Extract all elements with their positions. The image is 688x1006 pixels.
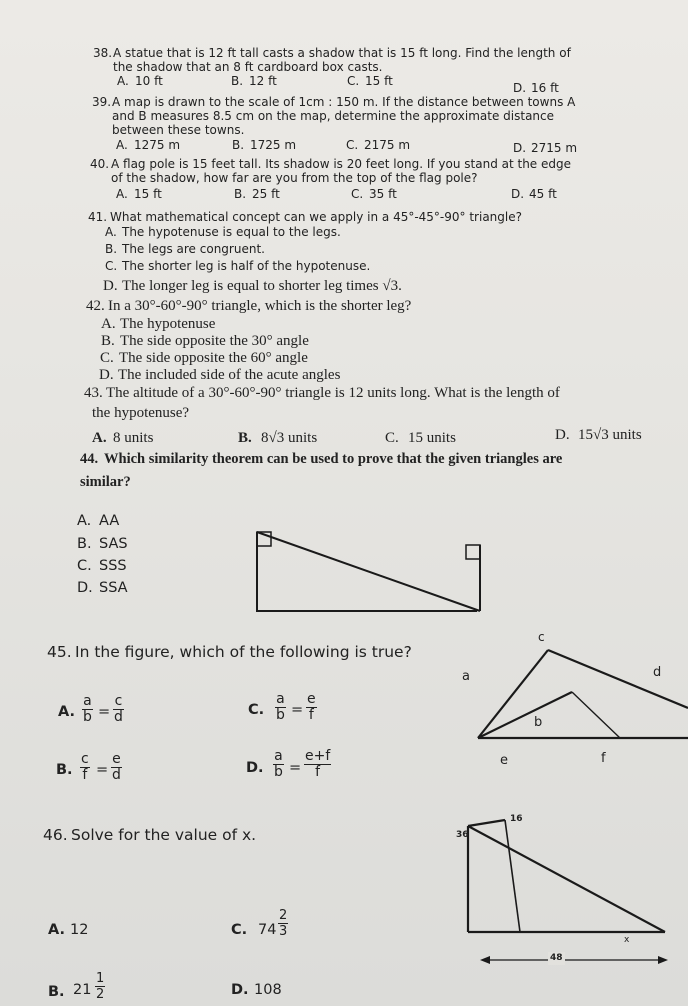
- q39-choice-c-letter: C.: [346, 138, 359, 152]
- q40-choice-b-letter: B.: [234, 187, 247, 201]
- q45-choice-c-letter: C.: [248, 702, 265, 718]
- q40-choice-c-text: 35 ft: [369, 187, 397, 201]
- q41-choice-b-text: The legs are congruent.: [122, 242, 265, 256]
- q46-arrow-left-icon: [480, 956, 490, 964]
- q46-hypotenuse: [468, 826, 665, 932]
- q38-choice-a-text: 10 ft: [135, 74, 163, 88]
- q45-choice-b-left-fraction: $\frac{c}{f}$: [81, 751, 89, 783]
- q44-stem-line2: similar?: [80, 474, 131, 490]
- q43-choice-d-letter: D.: [555, 427, 570, 443]
- q46-number: 46.: [43, 826, 68, 844]
- q43-number: 43.: [84, 385, 103, 401]
- q43-stem-line1: The altitude of a 30°-60°-90° triangle is 12 units long. What is the length of: [106, 385, 560, 401]
- q38-choice-a-letter: A.: [117, 74, 129, 88]
- q42-choice-d-letter: D.: [99, 367, 114, 383]
- q45-choice-c-left-fraction: $\frac{a}{b}$: [276, 691, 285, 723]
- q39-stem-line2: and B measures 8.5 cm on the map, determine the approximate distance: [112, 109, 555, 123]
- q44-right-angle-mark-right: [466, 545, 480, 559]
- q42-number: 42.: [86, 298, 105, 314]
- q39-choice-b-letter: B.: [232, 138, 245, 152]
- q42-choice-c-letter: C.: [100, 350, 114, 366]
- q45-right-side: [548, 650, 688, 708]
- q44-choice-c-text: SSS: [99, 558, 127, 574]
- q42-choice-a-text: The hypotenuse: [120, 316, 216, 332]
- q42-choice-a-letter: A.: [101, 316, 116, 332]
- q45-number: 45.: [47, 643, 72, 661]
- q46-top-segment: [468, 820, 505, 826]
- q42-choice-b-text: The side opposite the 30° angle: [120, 333, 309, 349]
- q46-label-x: x: [624, 935, 630, 945]
- q43-choice-c-text: 15 units: [408, 430, 456, 446]
- q44-choice-a-text: AA: [99, 513, 120, 529]
- q38-choice-b-text: 12 ft: [249, 74, 277, 88]
- q46-label-top: 16: [510, 814, 523, 824]
- q38-choice-d-text: 16 ft: [531, 81, 559, 95]
- q46-choice-a-text: 12: [70, 922, 89, 938]
- q46-choice-c-letter: C.: [231, 922, 248, 938]
- q38-number: 38.: [93, 46, 113, 60]
- q45-choice-b-letter: B.: [56, 762, 73, 778]
- q43-choice-a-letter: A.: [92, 430, 107, 446]
- q41-choice-d-text: The longer leg is equal to shorter leg times √3.: [122, 278, 402, 294]
- q38-stem-line2: the shadow that an 8 ft cardboard box casts.: [113, 60, 383, 74]
- q44-triangle-hypotenuse: [257, 532, 480, 611]
- q45-choice-a-equals: =: [98, 704, 111, 720]
- q44-stem-line1: Which similarity theorem can be used to prove that the given triangles are: [104, 451, 563, 467]
- q45-stem: In the figure, which of the following is true?: [75, 643, 412, 661]
- q46-stem: Solve for the value of x.: [71, 826, 257, 844]
- q44-choice-b-text: SAS: [99, 536, 128, 552]
- q45-label-a: a: [462, 669, 470, 684]
- q45-choice-a-right-fraction: $\frac{c}{d}$: [114, 693, 123, 725]
- q42-choice-b-letter: B.: [101, 333, 115, 349]
- q45-choice-d-equals: =: [289, 760, 302, 776]
- q46-choice-b-letter: B.: [48, 984, 65, 1000]
- q44-choice-d-text: SSA: [99, 580, 128, 596]
- q45-choice-a-left-fraction: $\frac{a}{b}$: [83, 693, 92, 725]
- q40-choice-d-text: 45 ft: [529, 187, 557, 201]
- q39-choice-b-text: 1725 m: [250, 138, 297, 152]
- q45-choice-d-left-fraction: $\frac{a}{b}$: [274, 748, 283, 780]
- q39-choice-d-letter: D.: [513, 141, 527, 155]
- q39-choice-a-letter: A.: [116, 138, 128, 152]
- q46-arrow-right-icon: [658, 956, 668, 964]
- q41-stem: What mathematical concept can we apply in a 45°-45°-90° triangle?: [110, 210, 522, 224]
- q46-choice-a-letter: A.: [48, 922, 65, 938]
- q45-choice-b-right-fraction: $\frac{e}{d}$: [112, 751, 121, 783]
- q43-stem-line2: the hypotenuse?: [92, 405, 190, 421]
- q39-stem-line1: A map is drawn to the scale of 1cm : 150 m. If the distance between towns A: [112, 95, 576, 109]
- q46-choice-c-fraction: $\frac{2}{3}$: [279, 908, 288, 939]
- q40-stem-line2: of the shadow, how far are you from the top of the flag pole?: [111, 171, 478, 185]
- q45-choice-c-equals: =: [291, 702, 304, 718]
- q40-choice-a-letter: A.: [116, 187, 128, 201]
- q41-number: 41.: [88, 210, 108, 224]
- q46-choice-c-whole: 74: [258, 922, 277, 938]
- q45-parallel-segment: [572, 692, 620, 738]
- q45-label-e: e: [500, 753, 508, 768]
- q41-choice-c-letter: C.: [105, 259, 118, 273]
- q42-choice-d-text: The included side of the acute angles: [118, 367, 341, 383]
- q39-choice-a-text: 1275 m: [134, 138, 181, 152]
- q39-stem-line3: between these towns.: [112, 123, 245, 137]
- q46-choice-b-fraction: $\frac{1}{2}$: [96, 971, 105, 1002]
- q44-choice-a-letter: A.: [77, 513, 92, 529]
- q46-choice-d-letter: D.: [231, 982, 249, 998]
- q46-triangle-figure: [468, 820, 668, 964]
- q46-altitude: [505, 820, 520, 932]
- q45-label-b: b: [534, 715, 543, 730]
- q45-triangle-figure: [478, 650, 688, 738]
- q40-choice-b-text: 25 ft: [252, 187, 280, 201]
- q43-choice-a-text: 8 units: [113, 430, 154, 446]
- q41-choice-d-letter: D.: [103, 278, 118, 294]
- q44-choice-b-letter: B.: [77, 536, 92, 552]
- q44-choice-c-letter: C.: [77, 558, 92, 574]
- q40-number: 40.: [90, 157, 110, 171]
- q41-choice-a-text: The hypotenuse is equal to the legs.: [122, 225, 341, 239]
- q45-choice-d-letter: D.: [246, 760, 264, 776]
- q41-choice-a-letter: A.: [105, 225, 117, 239]
- q46-choice-b-whole: 21: [73, 982, 92, 998]
- q41-choice-c-text: The shorter leg is half of the hypotenuse.: [122, 259, 371, 273]
- q40-choice-c-letter: C.: [351, 187, 364, 201]
- q40-stem-line1: A flag pole is 15 feet tall. Its shadow is 20 feet long. If you stand at the edge: [111, 157, 572, 171]
- q40-choice-a-text: 15 ft: [134, 187, 162, 201]
- q44-choice-d-letter: D.: [77, 580, 93, 596]
- q43-choice-d-text: 15√3 units: [578, 427, 642, 443]
- q45-choice-b-equals: =: [96, 762, 109, 778]
- q43-choice-c-letter: C.: [385, 430, 399, 446]
- q45-label-d: d: [653, 665, 662, 680]
- q46-label-left: 36: [456, 830, 469, 840]
- q45-choice-c-right-fraction: $\frac{e}{f}$: [307, 691, 316, 723]
- q42-choice-c-text: The side opposite the 60° angle: [119, 350, 308, 366]
- q45-choice-a-letter: A.: [58, 704, 75, 720]
- q39-choice-d-text: 2715 m: [531, 141, 578, 155]
- q38-choice-b-letter: B.: [231, 74, 244, 88]
- q44-similar-triangles-figure: [257, 532, 480, 611]
- q38-choice-c-text: 15 ft: [365, 74, 393, 88]
- q45-label-f: f: [601, 751, 606, 766]
- q39-number: 39.: [92, 95, 112, 109]
- q45-label-c: c: [538, 630, 545, 644]
- q46-choice-d-text: 108: [254, 982, 282, 998]
- q45-choice-d-right-fraction: $\frac{e+f}{f}$: [305, 748, 331, 780]
- q44-number: 44.: [80, 451, 99, 467]
- q38-stem-line1: A statue that is 12 ft tall casts a shadow that is 15 ft long. Find the length of: [113, 46, 571, 60]
- q38-choice-c-letter: C.: [347, 74, 360, 88]
- q43-choice-b-text: 8√3 units: [261, 430, 318, 446]
- q40-choice-d-letter: D.: [511, 187, 525, 201]
- q46-label-bottom: 48: [550, 953, 563, 963]
- q42-stem: In a 30°-60°-90° triangle, which is the shorter leg?: [108, 298, 412, 314]
- q39-choice-c-text: 2175 m: [364, 138, 411, 152]
- q43-choice-b-letter: B.: [238, 430, 252, 446]
- q45-inner-segment: [478, 692, 572, 738]
- q38-choice-d-letter: D.: [513, 81, 527, 95]
- q41-choice-b-letter: B.: [105, 242, 118, 256]
